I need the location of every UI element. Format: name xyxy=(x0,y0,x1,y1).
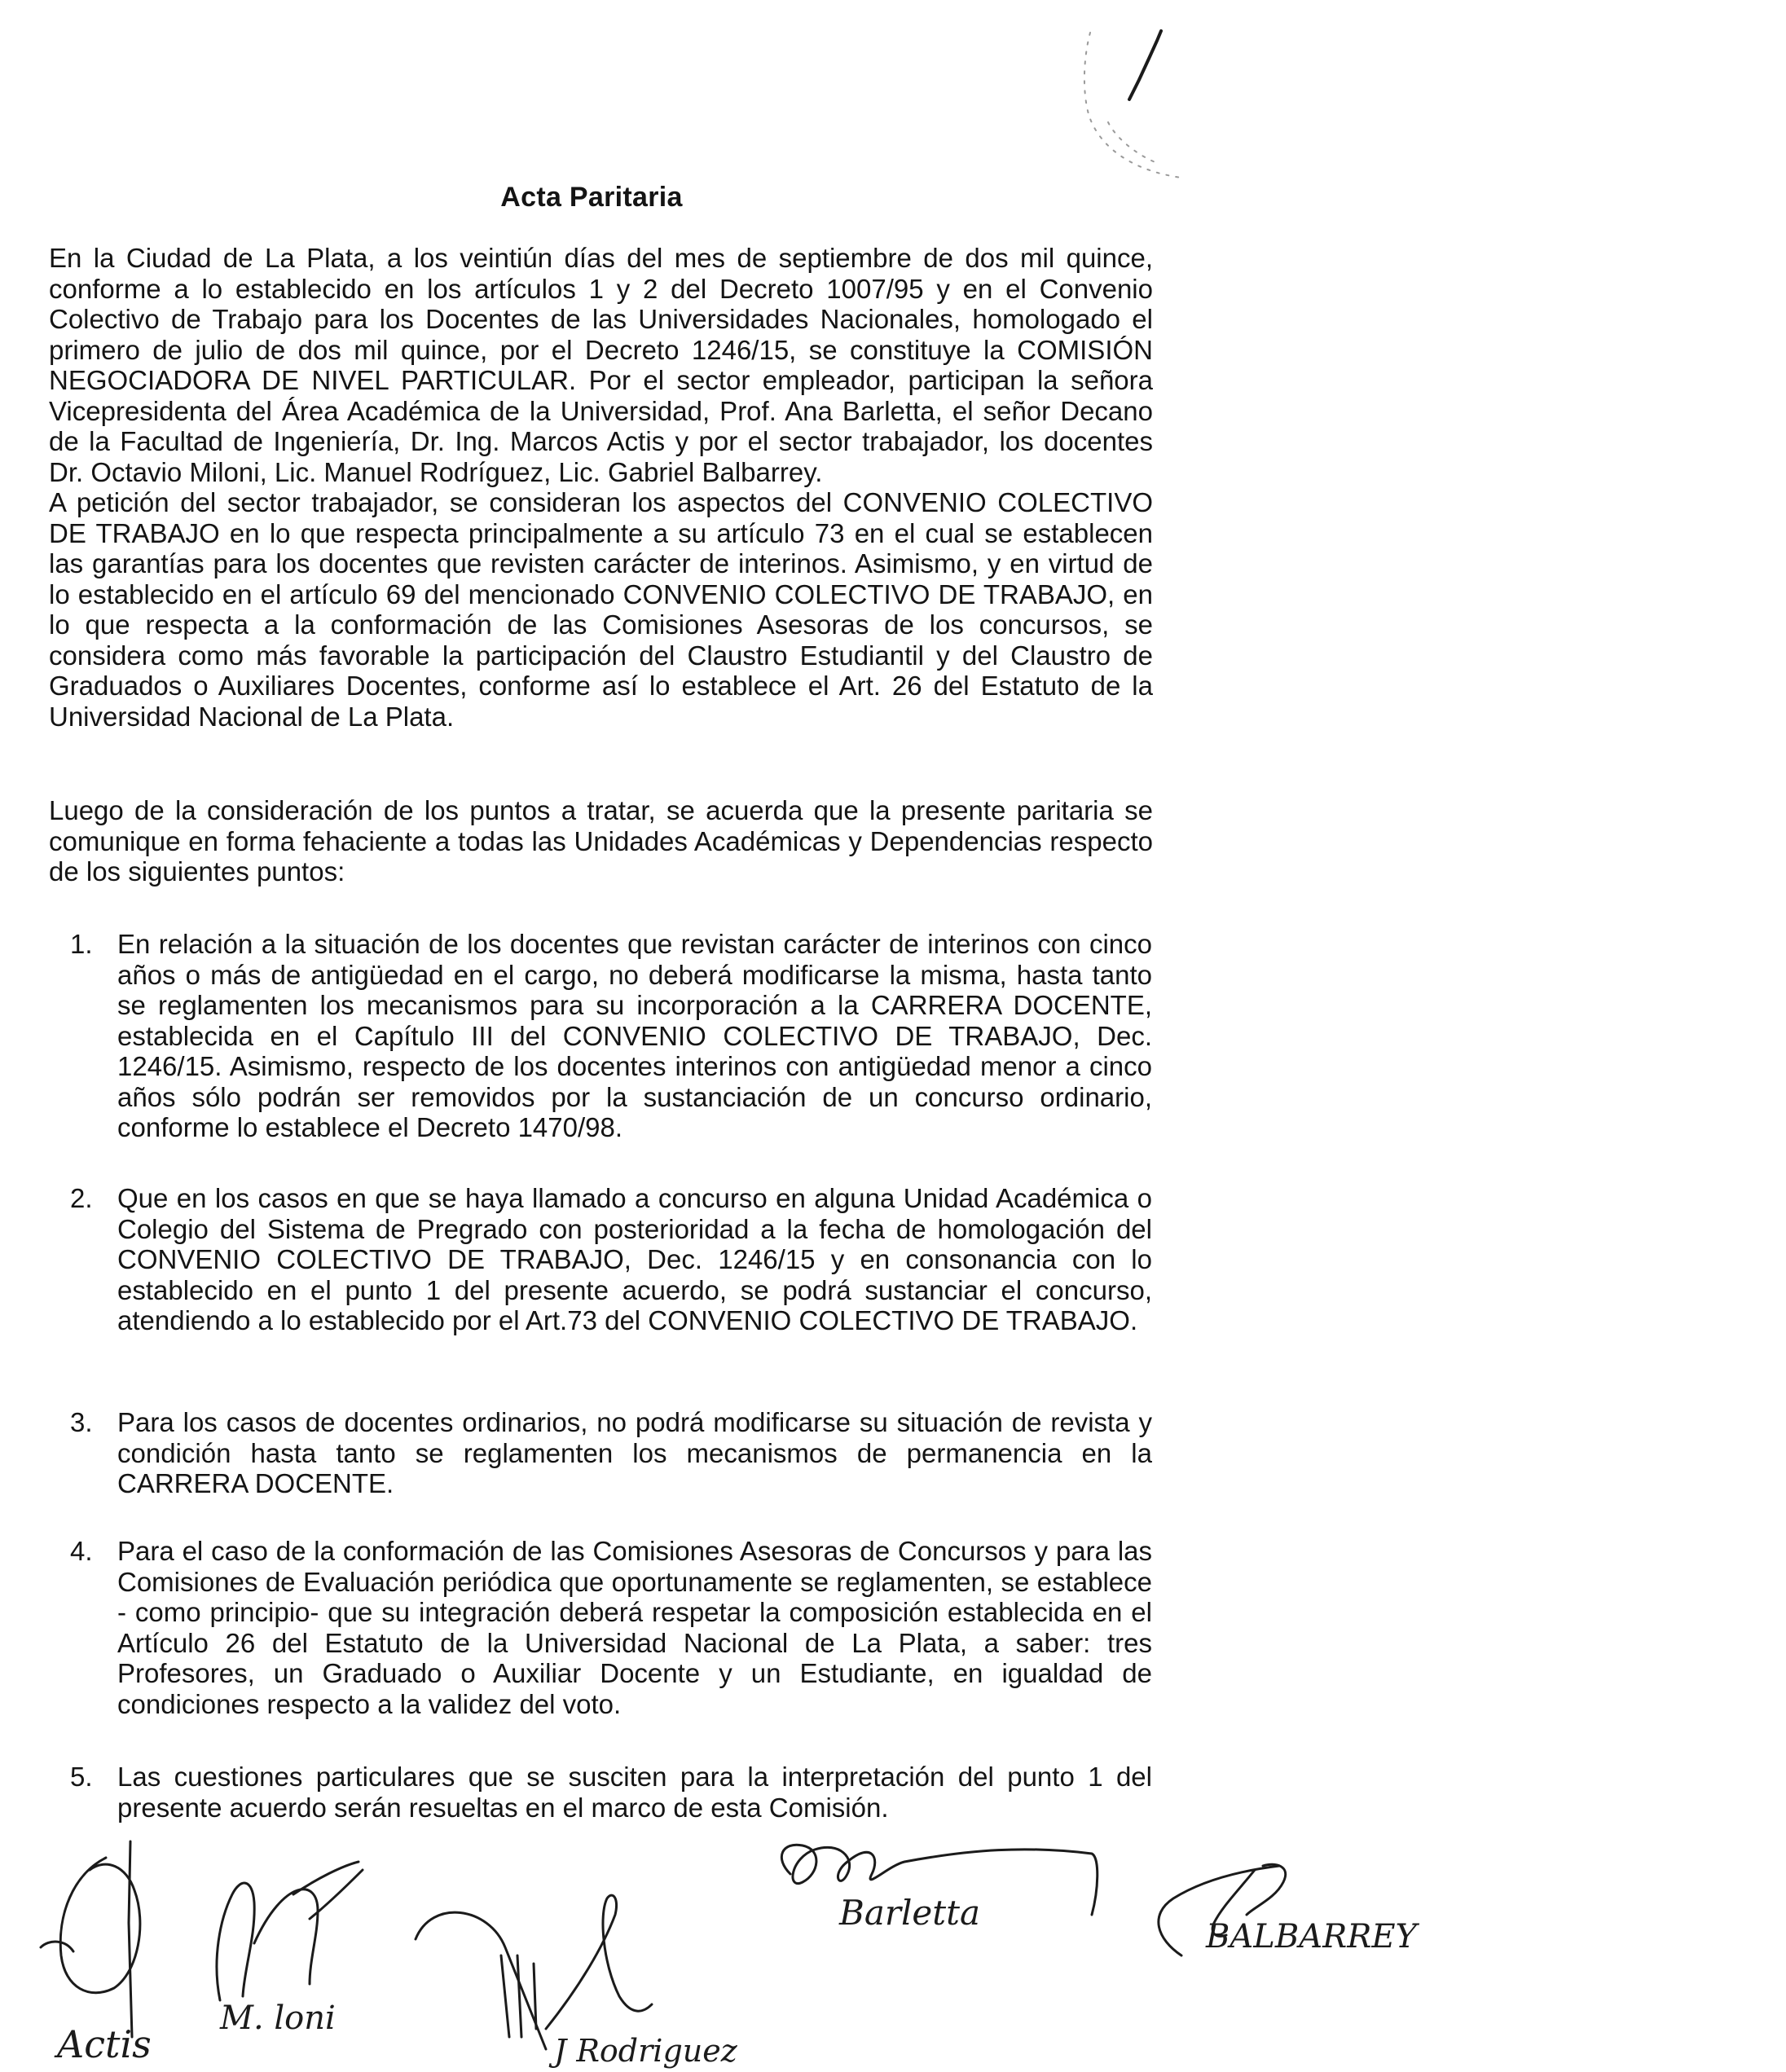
list-item-number: 2. xyxy=(70,1183,93,1213)
paragraph-agreement-text: Luego de la consideración de los puntos a tratar, se acuerda que la presente paritaria se comunique en forma fehaciente a todas las Unidades Académicas y Dependencias respecto de los siguientes puntos: xyxy=(49,795,1153,886)
paragraph-request: A petición del sector trabajador, se consideran los aspectos del CONVENIO COLECTIVO DE TRABAJO en lo que respecta principalmente a su artículo 73 en el cual se establecen las garantías para los docentes que revisten carácter de interinos. Asimismo, y en virtud de lo establecido en el artículo 69 del mencionado CONVENIO COLECTIVO DE TRABAJO, en lo que respecta a la conformación de las Comisiones Asesoras de los concursos, se considera como más favorable la participación del Claustro Estudiantil y del Claustro de Graduados o Auxiliares Docentes, conforme así lo establece el Art. 26 del Estatuto de la Universidad Nacional de La Plata. xyxy=(49,487,1153,732)
agreement-point-1 xyxy=(70,929,1152,1143)
agreement-point-3 xyxy=(70,1407,1152,1499)
intro-paragraphs xyxy=(49,243,1153,732)
barletta-signature xyxy=(758,1825,1124,1947)
miloni-signature xyxy=(196,1845,375,2041)
svg-text:BALBARREY: BALBARREY xyxy=(1206,1918,1417,1955)
agreement-point-5 xyxy=(70,1762,1152,1823)
list-item xyxy=(70,1407,1152,1499)
list-item xyxy=(70,1536,1152,1719)
list-item-number: 4. xyxy=(70,1536,93,1566)
corner-check-mark xyxy=(1059,8,1206,187)
list-item-text: Que en los casos en que se haya llamado a concurso en alguna Unidad Académica o Colegio del Sistema de Pregrado con posterioridad a la fecha de homologación del CONVENIO COLECTIVO DE TRABAJO, Dec. 1246/15 y en consonancia con lo establecido en el punto 1 del presente acuerdo, se podrá sustanciar el concurso, atendiendo a lo establecido por el Art.73 del CONVENIO COLECTIVO DE TRABAJO. xyxy=(117,1183,1152,1335)
list-item-text: Para los casos de docentes ordinarios, no podrá modificarse su situación de revista y condición hasta tanto se reglamenten los mecanismos de permanencia en la CARRERA DOCENTE. xyxy=(117,1407,1152,1498)
list-item xyxy=(70,1762,1152,1823)
list-item xyxy=(70,929,1152,1143)
paragraph-agreement xyxy=(49,795,1153,887)
list-item-text: Las cuestiones particulares que se susciten para la interpretación del punto 1 del presente acuerdo serán resueltas en el marco de esta Comisión. xyxy=(117,1762,1152,1823)
balbarrey-signature xyxy=(1133,1850,1417,1980)
list-item-number: 5. xyxy=(70,1762,93,1792)
svg-text:J Rodriguez: J Rodriguez xyxy=(554,2033,737,2069)
agreement-point-4 xyxy=(70,1536,1152,1719)
list-item-text: Para el caso de la conformación de las Comisiones Asesoras de Concursos y para las Comisiones de Evaluación periódica que oportunamente se reglamenten, se establece - como principio- que su integración deberá respetar la composición establecida en el Artículo 26 del Estatuto de la Universidad Nacional de La Plata, a saber: tres Profesores, un Graduado o Auxiliar Docente y un Estudiante, en igualdad de condiciones respecto a la validez del voto. xyxy=(117,1536,1152,1719)
list-item-number: 1. xyxy=(70,929,93,959)
list-item-text: En relación a la situación de los docentes que revistan carácter de interinos con cinco años o más de antigüedad en el cargo, no deberá modificarse la misma, hasta tanto se reglamenten los mecanismos para su incorporación a la CARRERA DOCENTE, establecida en el Capítulo III del CONVENIO COLECTIVO DE TRABAJO, Dec. 1246/15. Asimismo, respecto de los docentes interinos con antigüedad menor a cinco años sólo podrán ser removidos por la sustanciación de un concurso ordinario, conforme lo establece el Decreto 1470/98. xyxy=(117,929,1152,1142)
rodriguez-signature xyxy=(399,1866,737,2070)
list-item xyxy=(70,1183,1152,1336)
list-item-number: 3. xyxy=(70,1407,93,1437)
document-title: Acta Paritaria xyxy=(500,182,683,213)
svg-text:Barletta: Barletta xyxy=(839,1893,981,1933)
svg-text:M. loni: M. loni xyxy=(220,1999,336,2037)
agreement-point-2 xyxy=(70,1183,1152,1336)
paragraph-constitution: En la Ciudad de La Plata, a los veintiún días del mes de septiembre de dos mil quince, conforme a lo establecido en los artículos 1 y 2 del Decreto 1007/95 y en el Convenio Colectivo de Trabajo para los Docentes de las Universidades Nacionales, homologado el primero de julio de dos mil quince, por el Decreto 1246/15, se constituye la COMISIÓN NEGOCIADORA DE NIVEL PARTICULAR. Por el sector empleador, participan la señora Vicepresidenta del Área Académica de la Universidad, Prof. Ana Barletta, el señor Decano de la Facultad de Ingeniería, Dr. Ing. Marcos Actis y por el sector trabajador, los docentes Dr. Octavio Miloni, Lic. Manuel Rodríguez, Lic. Gabriel Balbarrey. xyxy=(49,243,1153,487)
svg-text:Actis: Actis xyxy=(57,2022,152,2066)
actis-signature xyxy=(24,1825,179,2070)
